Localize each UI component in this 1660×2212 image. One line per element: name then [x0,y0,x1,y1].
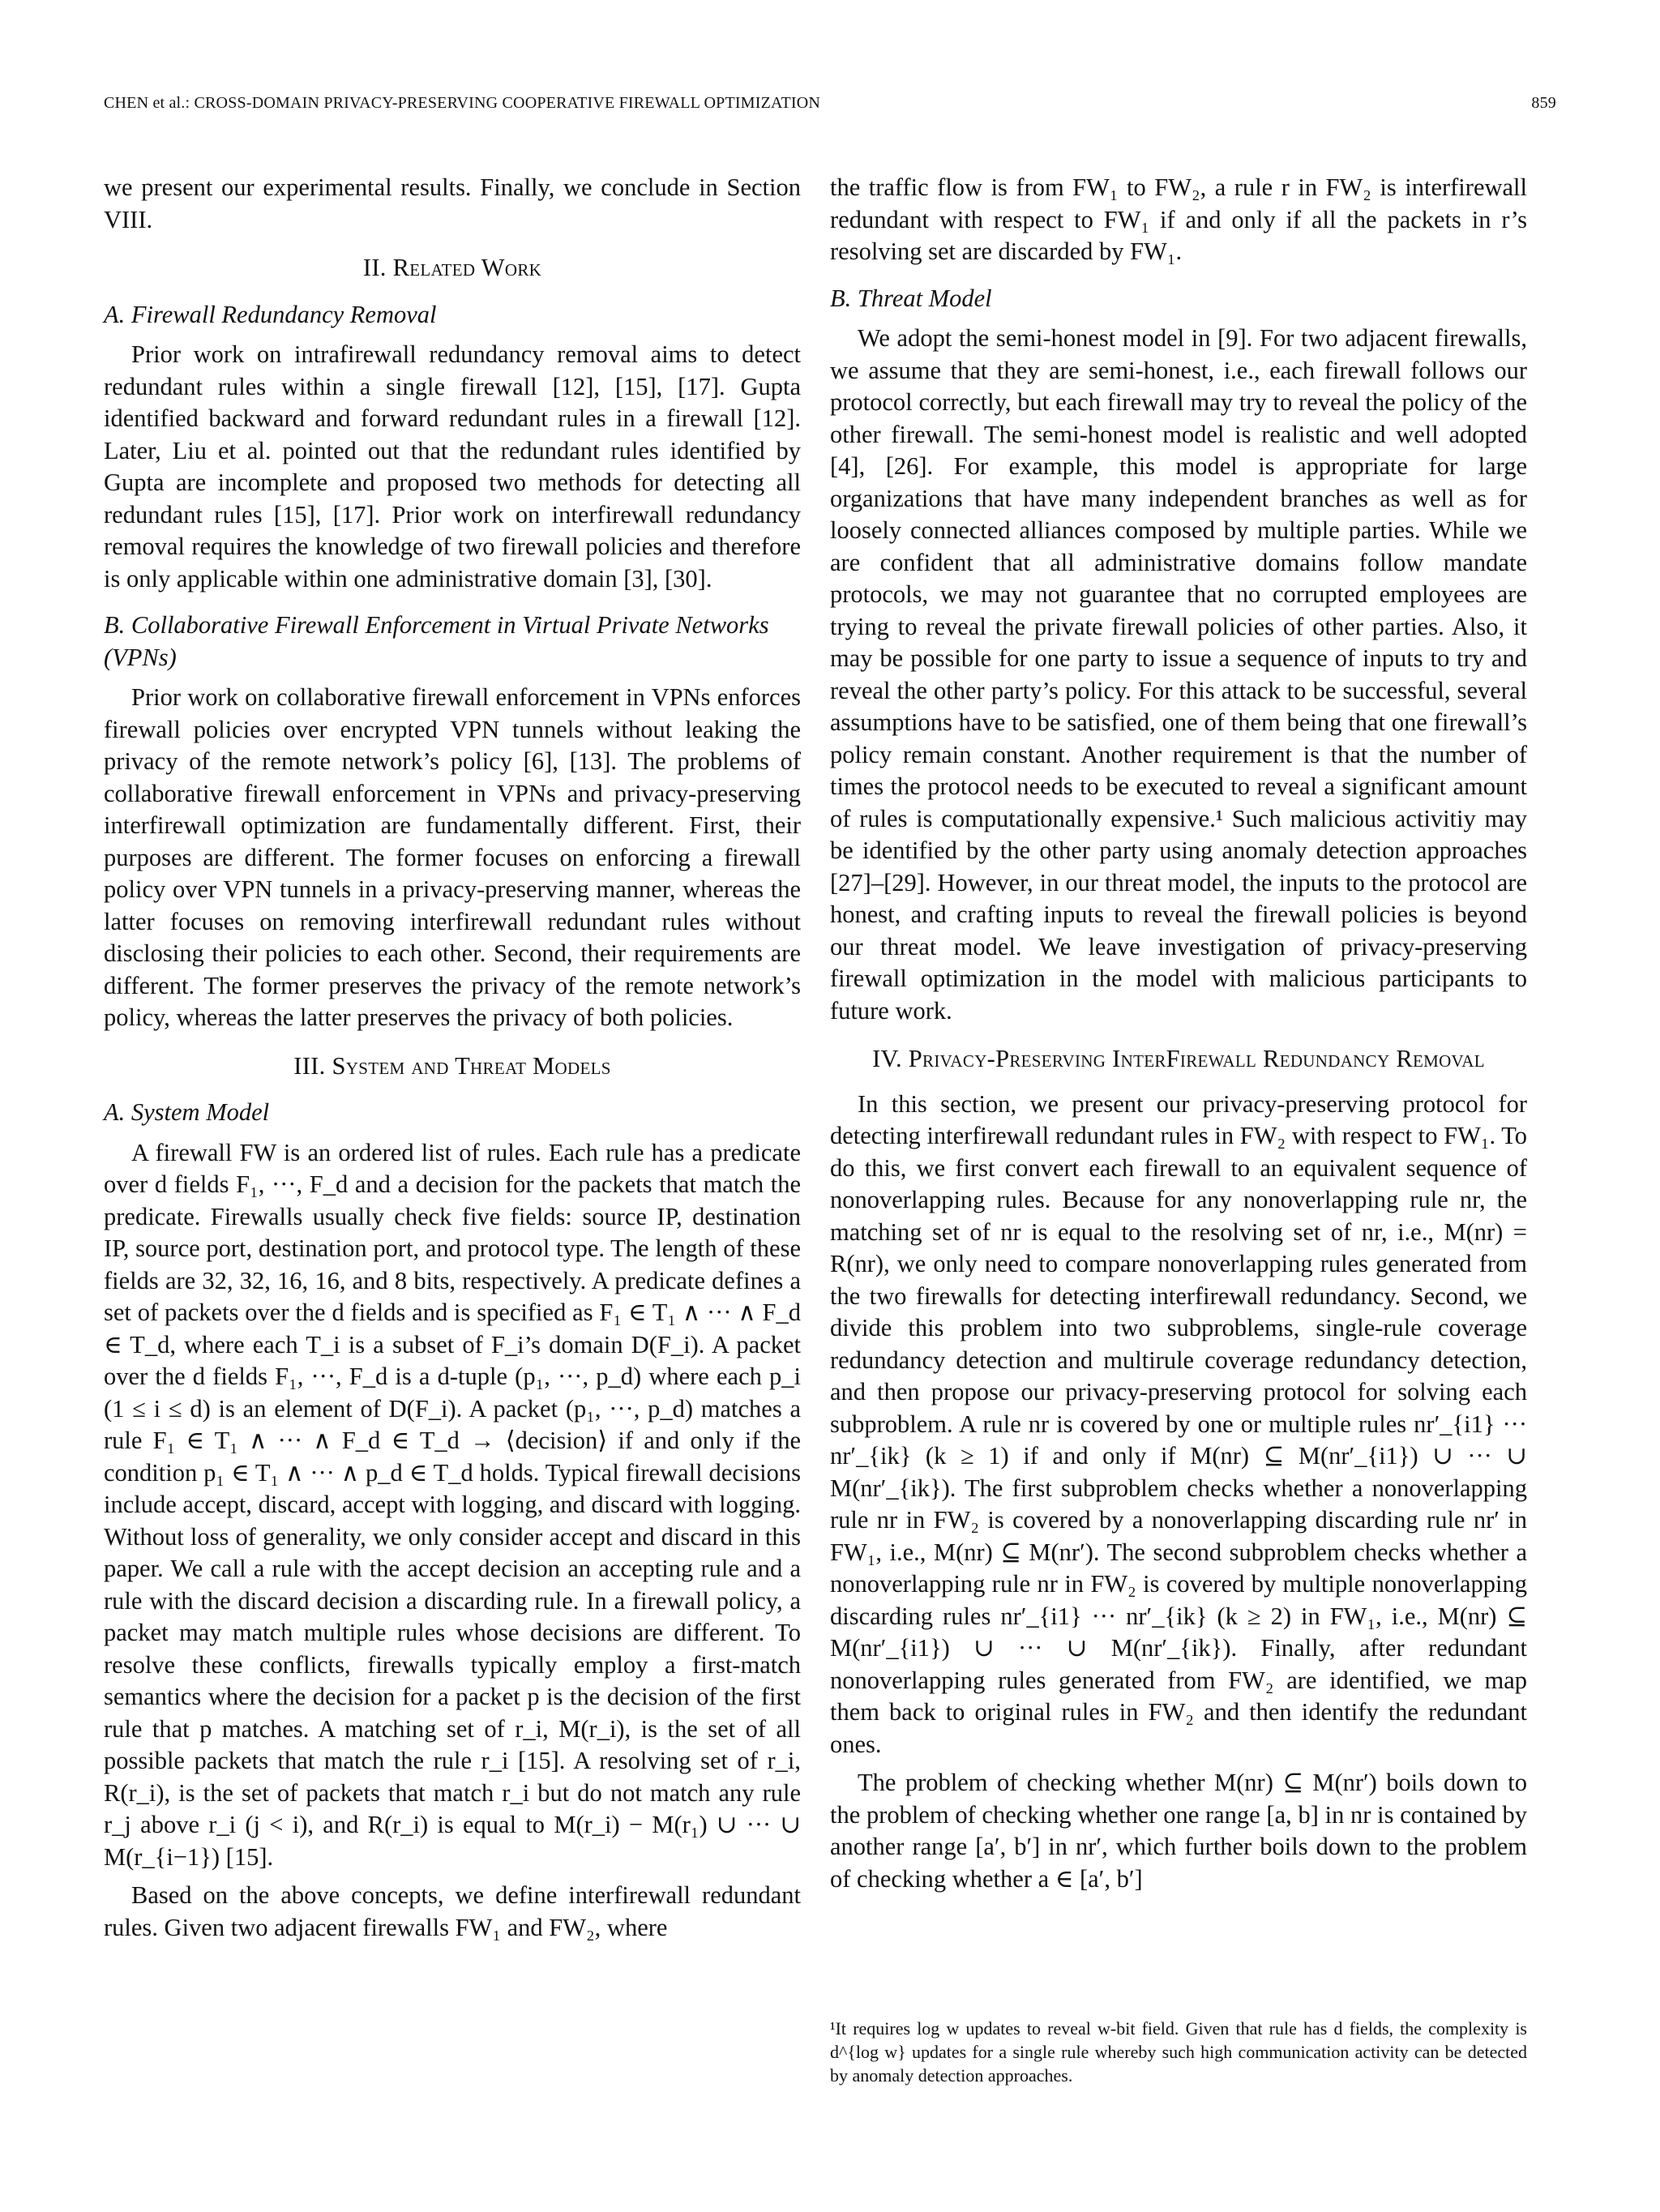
section-4-heading: IV. Privacy-Preserving InterFirewall Redundancy Removal [872,1045,1485,1072]
section-2a-heading: A. Firewall Redundancy Removal [104,300,437,328]
intro-tail-paragraph: we present our experimental results. Finally, we conclude in Section VIII. [104,173,801,233]
section-2b-heading: B. Collaborative Firewall Enforcement in Virtual Private Networks (VPNs) [104,611,769,671]
section-2a-paragraph: Prior work on intrafirewall redundancy removal aims to detect redundant rules within a single firewall [12], [15], [17]. Gupta identified backward and forward redundant rules in a firewall [12]. Later, Liu et al. pointed out that the redundant rules identified by Gupta are incomplete and proposed two methods for detecting all redundant rules [15], [17]. Prior work on interfirewall redundancy removal requires the knowledge of two firewall policies and therefore is only applicable within one administrative domain [3], [30]. [104,340,801,593]
page-number: 859 [1531,94,1556,112]
section-3a-paragraph-2: Based on the above concepts, we define interfirewall redundant rules. Given two adjacent firewalls FW₁ and FW₂, where [104,1881,801,1941]
section-3b-heading: B. Threat Model [830,284,992,312]
running-title: CHEN et al.: CROSS-DOMAIN PRIVACY-PRESERVING COOPERATIVE FIREWALL OPTIMIZATION [104,94,821,112]
running-head [104,88,1556,120]
section-3-heading: III. System and Threat Models [293,1051,611,1080]
section-4-paragraph-2: The problem of checking whether M(nr) ⊆ M(nr′) boils down to the problem of checking whether one range [a, b] in nr is contained by another range [a′, b′] in nr′, which further boils down to the problem of checking whether a ∈ [a′, b′] [830,1769,1527,1893]
section-3a-paragraph-1: A firewall FW is an ordered list of rules. Each rule has a predicate over d fields F₁, ···, F_d and a decision for the packets that match the predicate. Firewalls usually check five fields: source IP, destination IP, source port, destination port, and protocol type. The length of these fields are 32, 32, 16, 16, and 8 bits, respectively. A predicate defines a set of packets over the d fields and is specified as F₁ ∈ T₁ ∧ ··· ∧ F_d ∈ T_d, where each T_i is a subset of F_i’s domain D(F_i). A packet over the d fields F₁, ···, F_d is a d-tuple (p₁, ···, p_d) where each p_i (1 ≤ i ≤ d) is an element of D(F_i). A packet (p₁, ···, p_d) matches a rule F₁ ∈ T₁ ∧ ··· ∧ F_d ∈ T_d → ⟨decision⟩ if and only if the condition p₁ ∈ T₁ ∧ ··· ∧ p_d ∈ T_d holds. Typical firewall decisions include accept, discard, accept with logging, and discard with logging. Without loss of generality, we only consider accept and discard in this paper. We call a rule with the accept decision an accepting rule and a rule with the discard decision a discarding rule. In a firewall policy, a packet may match multiple rules whose decisions are different. To resolve these conflicts, firewalls typically employ a first-match semantics where the decision for a packet p is the decision of the first rule that p matches. A matching set of r_i, M(r_i), is the set of all possible packets that match the rule r_i [15]. A resolving set of r_i, R(r_i), is the set of packets that match r_i but do not match any rule r_j above r_i (j < i), and R(r_i) is equal to M(r_i) − M(r₁) ∪ ··· ∪ M(r_{i−1}) [15]. [104,1138,801,1871]
section-4-paragraph-1: In this section, we present our privacy-preserving protocol for detecting interfirewall redundant rules in FW₂ with respect to FW₁. To do this, we first convert each firewall to an equivalent sequence of nonoverlapping rules. Because for any nonoverlapping rule nr, the matching set of nr is equal to the resolving set of nr, i.e., M(nr) = R(nr), we only need to compare nonoverlapping rules generated from the two firewalls for detecting interfirewall redundancy. Second, we divide this problem into two subproblems, single-rule coverage redundancy detection and multirule coverage redundancy detection, and then propose our privacy-preserving protocol for solving each subproblem. A rule nr is covered by one or multiple rules nr′_{i1} ··· nr′_{ik} (k ≥ 1) if and only if M(nr) ⊆ M(nr′_{i1}) ∪ ··· ∪ M(nr′_{ik}). The first subproblem checks whether a nonoverlapping rule nr in FW₂ is covered by a nonoverlapping discarding rule nr′ in FW₁, i.e., M(nr) ⊆ M(nr′). The second subproblem checks whether a nonoverlapping rule nr in FW₂ is covered by multiple nonoverlapping discarding rules nr′_{i1} ··· nr′_{ik} (k ≥ 2) in FW₁, i.e., M(nr) ⊆ M(nr′_{i1}) ∪ ··· ∪ M(nr′_{ik}). Finally, after redundant nonoverlapping rules generated from FW₂ are identified, we map them back to original rules in FW₂ and then identify the redundant ones. [830,1089,1527,1758]
section-3b-paragraph: We adopt the semi-honest model in [9]. For two adjacent firewalls, we assume that they are semi-honest, i.e., each firewall follows our protocol correctly, but each firewall may try to reveal the policy of the other firewall. The semi-honest model is realistic and well adopted [4], [26]. For example, this model is appropriate for large organizations that have many independent branches as well as for loosely connected alliances composed by multiple parties. While we are confident that all administrative domains follow mandate protocols, we may not guarantee that no corrupted employees are trying to reveal the private firewall policies of other parties. Also, it may be possible for one party to issue a sequence of inputs to try and reveal the other party’s policy. For this attack to be successful, several assumptions have to be satisfied, one of them being that one firewall’s policy remain constant. Another requirement is that the number of times the protocol needs to be executed to reveal a significant amount of rules is computationally expensive.¹ Such malicious activitiy may be identified by the other party using anomaly detection approaches [27]–[29]. However, in our threat model, the inputs to the protocol are honest, and crafting inputs to reveal the firewall policies is beyond our threat model. We leave investigation of privacy-preserving firewall optimization in the model with malicious participants to future work. [830,324,1527,1025]
section-2b-paragraph: Prior work on collaborative firewall enforcement in VPNs enforces firewall policies over encrypted VPN tunnels without leaking the privacy of the remote network’s policy [6], [13]. The problems of collaborative firewall enforcement in VPNs and privacy-preserving interfirewall optimization are fundamentally different. First, their purposes are different. The former focuses on enforcing a firewall policy over VPN tunnels in a privacy-preserving manner, whereas the latter focuses on removing interfirewall redundant rules without disclosing their policies to each other. Second, their requirements are different. The former preserves the privacy of the remote network’s policy, whereas the latter preserves the privacy of both policies. [104,683,801,1031]
footnote [830,2017,1527,2087]
left-column [104,172,801,1944]
section-3a-heading: A. System Model [104,1098,270,1126]
right-column [830,172,1527,1895]
section-2-heading: II. Related Work [362,254,542,281]
footnote-text: ¹It requires log w updates to reveal w-bit field. Given that rule has d fields, the complexity is d^{log w} updates for a single rule whereby such high communication activity can be detected by anomaly detection approaches. [830,2018,1527,2086]
continued-paragraph: the traffic flow is from FW₁ to FW₂, a rule r in FW₂ is interfirewall redundant with respect to FW₁ if and only if all the packets in r’s resolving set are discarded by FW₁. [830,173,1527,265]
